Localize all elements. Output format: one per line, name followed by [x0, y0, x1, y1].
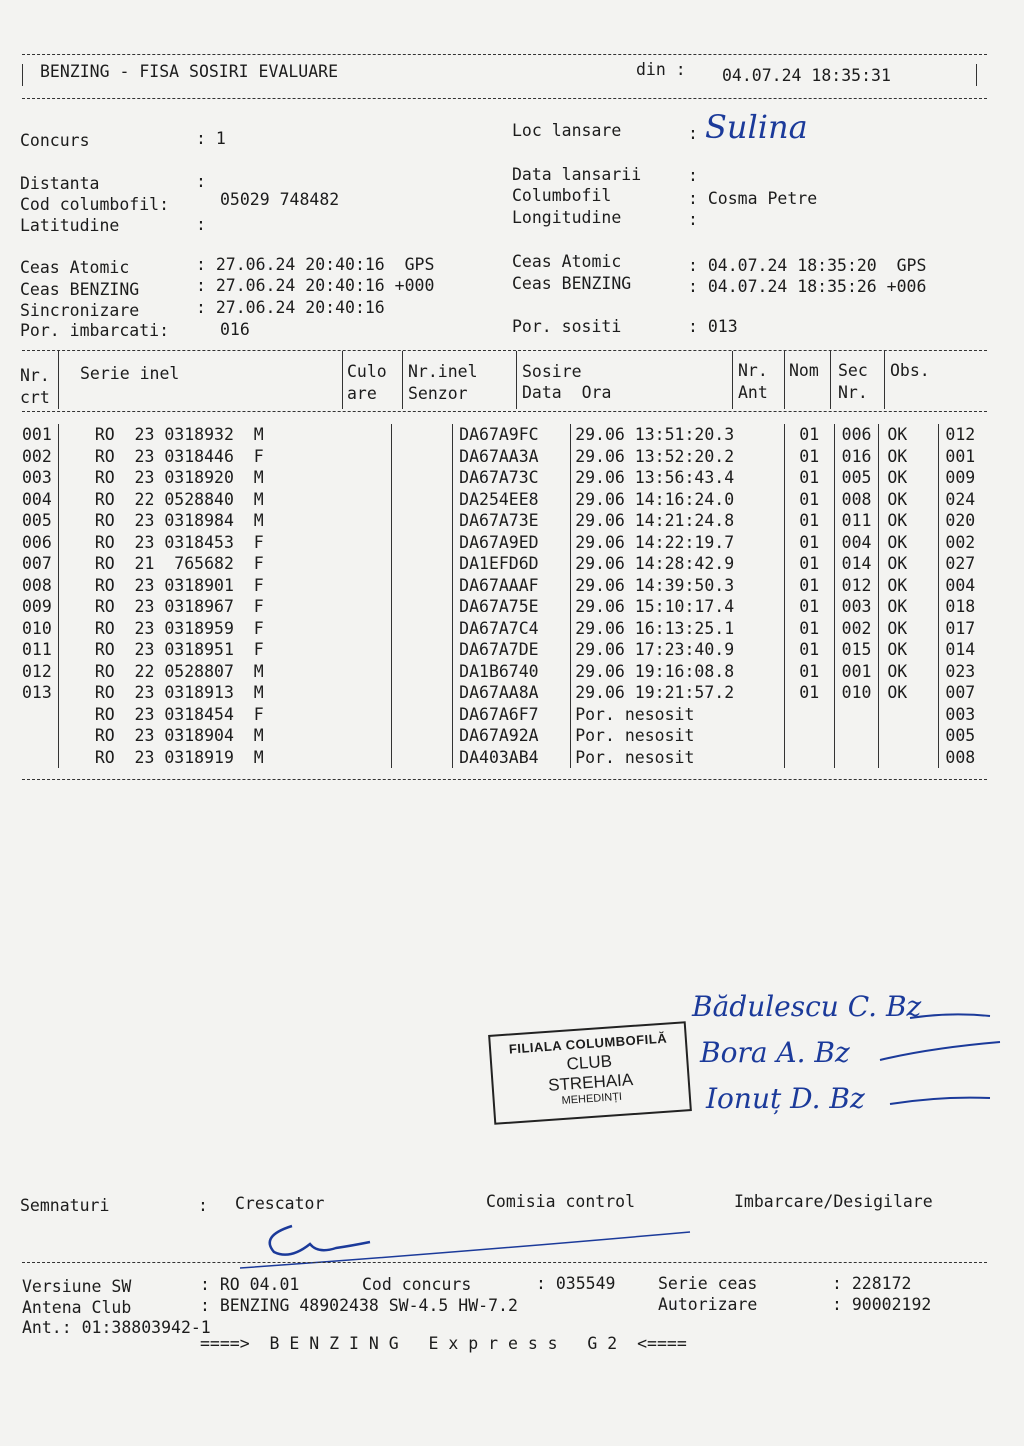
antena-club-value: : BENZING 48902438 SW-4.5 HW-7.2 [200, 1296, 518, 1315]
table-row [22, 553, 1024, 575]
din-label: din : [636, 60, 686, 79]
row-sec-nr: OK [879, 661, 939, 683]
col-header-nr-ant: Nr. [738, 361, 768, 380]
row-serie-inel: RO 23 0318454 F [58, 704, 391, 726]
row-nr: 009 [22, 596, 58, 618]
row-sosire: 29.06 13:51:20.3 [571, 424, 785, 446]
row-nr [22, 725, 58, 747]
row-obs: 005 [945, 726, 976, 745]
row-sec-nr [879, 704, 939, 726]
col-header-sec-nr: Nr. [838, 383, 868, 402]
row-sec-nr: OK [879, 467, 939, 489]
row-nom: 005 [834, 467, 879, 489]
row-culoare [391, 682, 452, 704]
row-senzor: DA1B6740 [453, 661, 571, 683]
row-culoare [391, 596, 452, 618]
row-sec-nr: OK [879, 618, 939, 640]
row-nom: 012 [834, 575, 879, 597]
row-serie-inel: RO 23 0318967 F [58, 596, 391, 618]
row-senzor: DA1EFD6D [453, 553, 571, 575]
row-obs: 002 [945, 532, 976, 552]
antena-club-label: Antena Club [22, 1298, 132, 1317]
right-ceas-benzing-value: : 04.07.24 18:35:26 +006 [688, 277, 927, 296]
ceas-atomic-value: : 27.06.24 20:40:16 GPS [196, 255, 435, 274]
row-culoare [391, 618, 452, 640]
row-obs: 009 [945, 468, 976, 487]
row-nr-ant: 01 [784, 532, 834, 554]
table-row [22, 424, 1024, 446]
row-sosire: 29.06 13:56:43.4 [571, 467, 785, 489]
col-header-serie: Serie inel [80, 364, 180, 383]
header-left-border [22, 64, 23, 86]
row-senzor: DA67A92A [453, 725, 571, 747]
row-culoare [391, 704, 452, 726]
row-obs: 003 [945, 704, 976, 724]
club-stamp [488, 1021, 692, 1125]
table-row [22, 747, 1024, 769]
row-nom [834, 747, 879, 769]
row-nr: 011 [22, 639, 58, 661]
longitudine-label: Longitudine [512, 208, 622, 227]
por-sositi-label: Por. sositi [512, 317, 622, 336]
row-senzor: DA67A7C4 [453, 618, 571, 640]
row-nom [834, 704, 879, 726]
cod-concurs-value: : 035549 [536, 1274, 616, 1293]
col-header-data-ora: Data Ora [522, 383, 612, 402]
row-sec-nr: OK [879, 446, 939, 468]
row-nr-ant: 01 [784, 489, 834, 511]
row-senzor: DA67A75E [453, 596, 571, 618]
imbarcare-desigilare-label: Imbarcare/Desigilare [734, 1192, 933, 1211]
row-nom: 006 [834, 424, 879, 446]
row-nr: 007 [22, 553, 58, 575]
table-row [22, 489, 1024, 511]
right-ceas-atomic-value: : 04.07.24 18:35:20 GPS [688, 256, 927, 275]
por-sositi-value: : 013 [688, 317, 738, 336]
row-nr-ant: 01 [784, 639, 834, 661]
row-serie-inel: RO 23 0318951 F [58, 639, 391, 661]
table-row [22, 446, 1024, 468]
por-imbarcati-label: Por. imbarcati: [20, 321, 170, 340]
row-nr-ant: 01 [784, 467, 834, 489]
col-divider [516, 351, 517, 409]
row-culoare [391, 747, 452, 769]
data-lansarii-label: Data lansarii [512, 165, 642, 184]
row-sosire: 29.06 15:10:17.4 [571, 596, 785, 618]
col-header-obs: Obs. [890, 361, 930, 380]
table-top-rule [22, 350, 987, 351]
row-senzor: DA254EE8 [453, 489, 571, 511]
footer-rule [22, 1262, 987, 1263]
row-nr-ant [784, 747, 834, 769]
row-sosire: 29.06 17:23:40.9 [571, 639, 785, 661]
row-nr-ant [784, 704, 834, 726]
col-header-sec: Sec [838, 361, 868, 380]
row-obs: 027 [945, 554, 976, 573]
col-divider [830, 351, 831, 409]
row-culoare [391, 639, 452, 661]
row-serie-inel: RO 23 0318919 M [58, 747, 391, 769]
row-culoare [391, 661, 452, 683]
row-sec-nr: OK [879, 532, 939, 554]
row-nom: 003 [834, 596, 879, 618]
ceas-atomic-label: Ceas Atomic [20, 258, 130, 277]
row-culoare [391, 424, 452, 446]
row-nr-ant [784, 725, 834, 747]
header-right-border [976, 64, 977, 86]
row-serie-inel: RO 23 0318984 M [58, 510, 391, 532]
row-nr-ant: 01 [784, 424, 834, 446]
columbofil-value: : Cosma Petre [688, 189, 818, 208]
sincronizare-label: Sincronizare [20, 301, 140, 320]
row-nr: 001 [22, 424, 58, 446]
crescator-label: Crescator [235, 1194, 325, 1213]
loc-lansare-handwritten: Sulina [705, 108, 808, 146]
row-obs: 001 [945, 446, 976, 466]
signature-1: Bădulescu C. Bz [692, 990, 922, 1023]
cod-columbofil-label: Cod columbofil: [20, 195, 170, 214]
row-serie-inel: RO 23 0318901 F [58, 575, 391, 597]
por-imbarcati-value: 016 [220, 320, 250, 339]
row-sosire: 29.06 19:21:57.2 [571, 682, 785, 704]
col-header-nr: Nr. [20, 366, 50, 385]
table-row [22, 618, 1024, 640]
row-nr: 005 [22, 510, 58, 532]
distanta-label: Distanta [20, 174, 100, 193]
row-nr: 004 [22, 489, 58, 511]
row-sosire: 29.06 14:21:24.8 [571, 510, 785, 532]
col-divider [732, 351, 733, 409]
signature-2: Bora A. Bz [700, 1036, 850, 1069]
stamp-line2: CLUB [565, 1051, 613, 1074]
row-sosire: 29.06 14:39:50.3 [571, 575, 785, 597]
signature-3: Ionuț D. Bz [706, 1082, 865, 1115]
row-sosire: 29.06 16:13:25.1 [571, 618, 785, 640]
row-serie-inel: RO 23 0318904 M [58, 725, 391, 747]
table-row [22, 467, 1024, 489]
ceas-benzing-value: : 27.06.24 20:40:16 +000 [196, 276, 435, 295]
row-nom: 002 [834, 618, 879, 640]
longitudine-value: : [688, 210, 698, 229]
row-sosire: Por. nesosit [571, 747, 785, 769]
right-ceas-benzing-label: Ceas BENZING [512, 274, 632, 293]
row-nom [834, 725, 879, 747]
row-nom: 001 [834, 661, 879, 683]
row-serie-inel: RO 22 0528840 M [58, 489, 391, 511]
concurs-value: : 1 [196, 129, 226, 148]
row-sosire: Por. nesosit [571, 704, 785, 726]
semnaturi-label: Semnaturi [20, 1196, 110, 1215]
row-serie-inel: RO 23 0318932 M [58, 424, 391, 446]
row-serie-inel: RO 23 0318920 M [58, 467, 391, 489]
col-header-sosire: Sosire [522, 362, 582, 381]
row-nr: 012 [22, 661, 58, 683]
row-sec-nr: OK [879, 639, 939, 661]
versiune-sw-label: Versiune SW [22, 1277, 132, 1296]
stamp-line4: MEHEDINȚI [561, 1090, 623, 1108]
row-culoare [391, 467, 452, 489]
row-serie-inel: RO 22 0528807 M [58, 661, 391, 683]
signature-strokes [690, 1000, 1010, 1120]
row-nom: 015 [834, 639, 879, 661]
versiune-sw-value: : RO 04.01 [200, 1275, 300, 1294]
col-header-crt: crt [20, 388, 50, 407]
row-senzor: DA67A9FC [453, 424, 571, 446]
row-nr-ant: 01 [784, 553, 834, 575]
row-nr: 008 [22, 575, 58, 597]
loc-lansare-label: Loc lansare [512, 121, 622, 140]
row-sosire: 29.06 13:52:20.2 [571, 446, 785, 468]
col-header-are: are [347, 384, 377, 403]
row-culoare [391, 532, 452, 554]
row-sosire: 29.06 14:28:42.9 [571, 553, 785, 575]
row-nom: 004 [834, 532, 879, 554]
row-senzor: DA403AB4 [453, 747, 571, 769]
sincronizare-value: : 27.06.24 20:40:16 [196, 298, 385, 317]
row-sosire: Por. nesosit [571, 725, 785, 747]
row-obs: 024 [945, 489, 976, 509]
row-sosire: 29.06 14:22:19.7 [571, 532, 785, 554]
row-sosire: 29.06 19:16:08.8 [571, 661, 785, 683]
table-row [22, 639, 1024, 661]
autorizare-label: Autorizare [658, 1295, 758, 1314]
serie-ceas-label: Serie ceas [658, 1274, 758, 1293]
row-nr: 003 [22, 467, 58, 489]
columbofil-label: Columbofil [512, 186, 612, 205]
col-header-culo: Culo [347, 362, 387, 381]
header-bottom-rule [22, 98, 987, 99]
row-culoare [391, 575, 452, 597]
row-nom: 011 [834, 510, 879, 532]
latitudine-label: Latitudine [20, 216, 120, 235]
col-divider [884, 351, 885, 409]
row-sec-nr: OK [879, 682, 939, 704]
row-senzor: DA67AA8A [453, 682, 571, 704]
row-serie-inel: RO 23 0318913 M [58, 682, 391, 704]
row-sec-nr: OK [879, 575, 939, 597]
row-obs: 023 [945, 661, 976, 681]
stamp-line1: FILIALA COLUMBOFILĂ [508, 1030, 668, 1057]
row-nr-ant: 01 [784, 618, 834, 640]
row-sec-nr: OK [879, 553, 939, 575]
row-senzor: DA67A73C [453, 467, 571, 489]
row-senzor: DA67A9ED [453, 532, 571, 554]
row-obs: 020 [945, 511, 976, 530]
col-header-ant: Ant [738, 383, 768, 402]
row-nr [22, 747, 58, 769]
row-senzor: DA67A6F7 [453, 704, 571, 726]
row-culoare [391, 553, 452, 575]
row-obs: 007 [945, 683, 976, 702]
row-obs: 004 [945, 575, 976, 595]
serie-ceas-value: : 228172 [832, 1274, 912, 1293]
row-senzor: DA67A73E [453, 510, 571, 532]
row-nr: 002 [22, 446, 58, 468]
distanta-value: : [196, 172, 206, 191]
col-header-nom: Nom [789, 361, 819, 380]
din-value: 04.07.24 18:35:31 [722, 66, 891, 85]
crescator-signature [240, 1218, 700, 1278]
row-obs: 014 [945, 640, 976, 659]
row-sec-nr [879, 725, 939, 747]
col-header-nr-inel: Nr.inel [408, 362, 478, 381]
row-nr: 010 [22, 618, 58, 640]
row-culoare [391, 489, 452, 511]
row-culoare [391, 725, 452, 747]
autorizare-value: : 90002192 [832, 1295, 932, 1314]
row-serie-inel: RO 21 765682 F [58, 553, 391, 575]
table-bottom-rule [22, 779, 987, 780]
arrivals-table [22, 424, 1024, 768]
table-row [22, 725, 1024, 747]
row-senzor: DA67A7DE [453, 639, 571, 661]
table-row [22, 510, 1024, 532]
stamp-line3: STREHAIA [547, 1070, 634, 1095]
col-divider [402, 351, 403, 409]
row-nom: 014 [834, 553, 879, 575]
row-culoare [391, 446, 452, 468]
row-sec-nr: OK [879, 424, 939, 446]
row-serie-inel: RO 23 0318446 F [58, 446, 391, 468]
row-obs: 012 [945, 425, 976, 444]
row-sec-nr: OK [879, 489, 939, 511]
table-row [22, 575, 1024, 597]
row-nr-ant: 01 [784, 682, 834, 704]
semnaturi-sep: : [198, 1196, 208, 1215]
cod-concurs-label: Cod concurs [362, 1275, 472, 1294]
table-row [22, 704, 1024, 726]
row-senzor: DA67AA3A [453, 446, 571, 468]
row-sec-nr: OK [879, 596, 939, 618]
table-row [22, 661, 1024, 683]
concurs-label: Concurs [20, 131, 90, 150]
benzing-express-banner: ====> B E N Z I N G E x p r e s s G 2 <==== [200, 1334, 687, 1353]
row-nr: 013 [22, 682, 58, 704]
data-lansarii-value: : [688, 166, 698, 185]
table-row [22, 682, 1024, 704]
row-nr-ant: 01 [784, 575, 834, 597]
document-title: BENZING - FISA SOSIRI EVALUARE [40, 62, 339, 81]
row-serie-inel: RO 23 0318959 F [58, 618, 391, 640]
latitudine-value: : [196, 215, 206, 234]
table-row [22, 532, 1024, 554]
row-nr-ant: 01 [784, 596, 834, 618]
row-nom: 010 [834, 682, 879, 704]
row-sec-nr [879, 747, 939, 769]
table-header-rule [22, 411, 987, 412]
row-nr-ant: 01 [784, 661, 834, 683]
row-culoare [391, 510, 452, 532]
row-nr-ant: 01 [784, 510, 834, 532]
row-obs: 018 [945, 597, 976, 616]
row-nom: 008 [834, 489, 879, 511]
right-ceas-atomic-label: Ceas Atomic [512, 252, 622, 271]
comisia-control-label: Comisia control [486, 1192, 636, 1211]
ant-line: Ant.: 01:38803942-1 [22, 1318, 211, 1337]
row-nr: 006 [22, 532, 58, 554]
ceas-benzing-label: Ceas BENZING [20, 280, 140, 299]
cod-columbofil-value: 05029 748482 [220, 190, 340, 209]
row-obs: 008 [945, 747, 976, 767]
col-divider [784, 351, 785, 409]
col-header-senzor: Senzor [408, 384, 468, 403]
row-nr [22, 704, 58, 726]
row-obs: 017 [945, 618, 976, 638]
row-nom: 016 [834, 446, 879, 468]
row-senzor: DA67AAAF [453, 575, 571, 597]
col-divider [342, 351, 343, 409]
table-row [22, 596, 1024, 618]
row-serie-inel: RO 23 0318453 F [58, 532, 391, 554]
row-sec-nr: OK [879, 510, 939, 532]
row-nr-ant: 01 [784, 446, 834, 468]
col-divider [58, 351, 59, 409]
row-sosire: 29.06 14:16:24.0 [571, 489, 785, 511]
loc-lansare-sep: : [688, 124, 698, 143]
